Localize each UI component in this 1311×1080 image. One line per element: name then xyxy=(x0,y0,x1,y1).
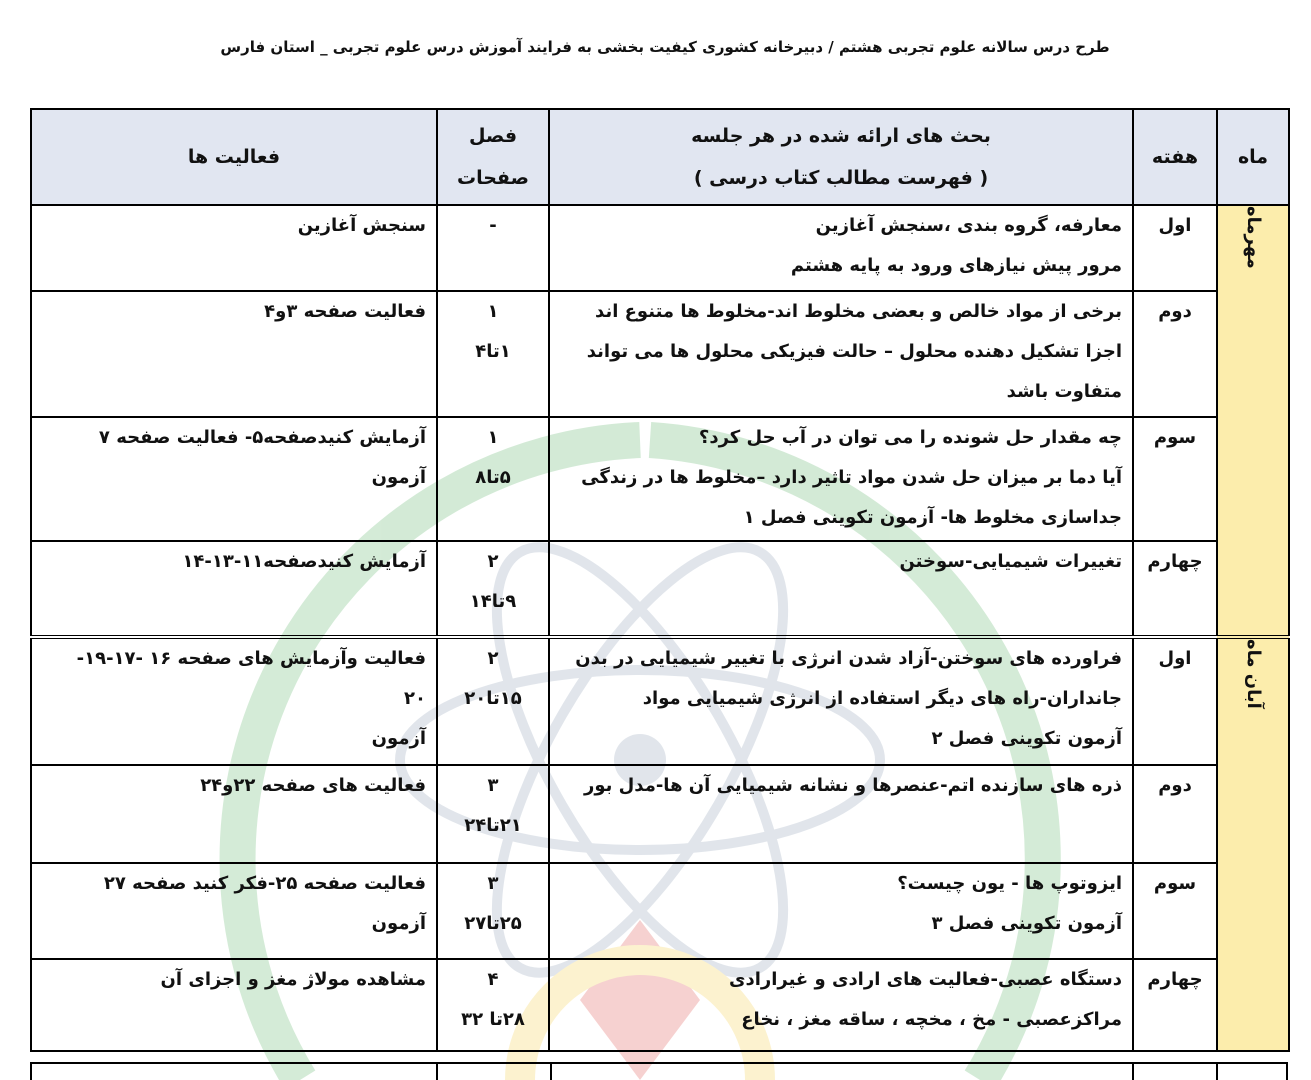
week-cell: سوم xyxy=(1133,417,1217,541)
month-cell-aban: آبان ماه xyxy=(1217,637,1289,1051)
chapter-cell: - xyxy=(437,205,549,291)
header-activities: فعالیت ها xyxy=(31,109,437,205)
chapter-cell: ۱ ۱تا۴ xyxy=(437,291,549,417)
activity-cell: سنجش آغازین xyxy=(31,205,437,291)
topic-cell: ذره های سازنده اتم-عنصرها و نشانه شیمیایی آن ها-مدل بور xyxy=(549,765,1133,863)
header-month: ماه xyxy=(1217,109,1289,205)
activity-cell: فعالیت صفحه ۳و۴ xyxy=(31,291,437,417)
table-row xyxy=(31,291,1289,417)
table-row xyxy=(31,863,1289,959)
activity-cell: فعالیت صفحه ۲۵-فکر کنید صفحه ۲۷ آزمون xyxy=(31,863,437,959)
week-cell: چهارم xyxy=(1133,541,1217,637)
table-row xyxy=(31,417,1289,541)
topic-cell: ایزوتوپ ها - یون چیست؟ آزمون تکوینی فصل ۳ xyxy=(549,863,1133,959)
week-cell: چهارم xyxy=(1133,959,1217,1051)
activity-cell: فعالیت وآزمایش های صفحه ۱۶ -۱۷-۱۹- ۲۰ آزمون xyxy=(31,637,437,765)
topic-cell: دستگاه عصبی-فعالیت های ارادی و غیرارادی مراکزعصبی - مخ ، مخچه ، ساقه مغز ، نخاع xyxy=(549,959,1133,1051)
activity-cell: فعالیت های صفحه ۲۲و۲۴ xyxy=(31,765,437,863)
header-chapter: فصل صفحات xyxy=(437,109,549,205)
table-row xyxy=(31,205,1289,291)
topic-cell: تغییرات شیمیایی-سوختن xyxy=(549,541,1133,637)
activity-cell: آزمایش کنیدصفحه۵- فعالیت صفحه ۷ آزمون xyxy=(31,417,437,541)
chapter-cell: ۲ ۹تا۱۴ xyxy=(437,541,549,637)
topic-cell: برخی از مواد خالص و بعضی مخلوط اند-مخلوط ها متنوع اند اجزا تشکیل دهنده محلول – حالت فیزیکی محلول ها می تواند متفاوت باشد xyxy=(549,291,1133,417)
table-row xyxy=(31,637,1289,765)
header-row xyxy=(31,109,1289,205)
activity-cell: آزمایش کنیدصفحه۱۱-۱۳-۱۴ xyxy=(31,541,437,637)
week-cell: سوم xyxy=(1133,863,1217,959)
header-week: هفته xyxy=(1133,109,1217,205)
page-title: طرح درس سالانه علوم تجربی هشتم / دبیرخانه کشوری کیفیت بخشی به فرایند آموزش درس علوم تجربی _ استان فارس xyxy=(220,38,1110,56)
topic-cell: معارفه، گروه بندی ،سنجش آغازین مرور پیش نیازهای ورود به پایه هشتم xyxy=(549,205,1133,291)
activity-cell: مشاهده مولاژ مغز و اجزای آن xyxy=(31,959,437,1051)
topic-cell: فراورده های سوختن-آزاد شدن انرژی با تغییر شیمیایی در بدن جانداران-راه های دیگر استفاده از انرژی شیمیایی مواد آزمون تکوینی فصل ۲ xyxy=(549,637,1133,765)
table-row xyxy=(31,541,1289,637)
week-cell: اول xyxy=(1133,637,1217,765)
week-cell: دوم xyxy=(1133,291,1217,417)
month-cell-mehr: مهرماه xyxy=(1217,205,1289,637)
topic-cell: چه مقدار حل شونده را می توان در آب حل کرد؟ آیا دما بر میزان حل شدن مواد تاثیر دارد –مخلوط ها در زندگی جداسازی مخلوط ها- آزمون تکوینی فصل ۱ xyxy=(549,417,1133,541)
week-cell: دوم xyxy=(1133,765,1217,863)
next-row-edge xyxy=(30,1062,1288,1080)
chapter-cell: ۳ ۲۵تا۲۷ xyxy=(437,863,549,959)
table-row xyxy=(31,765,1289,863)
week-cell: اول xyxy=(1133,205,1217,291)
header-topics: بحث های ارائه شده در هر جلسه ( فهرست مطالب کتاب درسی ) xyxy=(549,109,1133,205)
chapter-cell: ۲ ۱۵تا۲۰ xyxy=(437,637,549,765)
lesson-plan-table xyxy=(30,108,1290,1052)
chapter-cell: ۳ ۲۱تا۲۴ xyxy=(437,765,549,863)
chapter-cell: ۴ ۲۸تا ۳۲ xyxy=(437,959,549,1051)
table-row xyxy=(31,959,1289,1051)
chapter-cell: ۱ ۵تا۸ xyxy=(437,417,549,541)
